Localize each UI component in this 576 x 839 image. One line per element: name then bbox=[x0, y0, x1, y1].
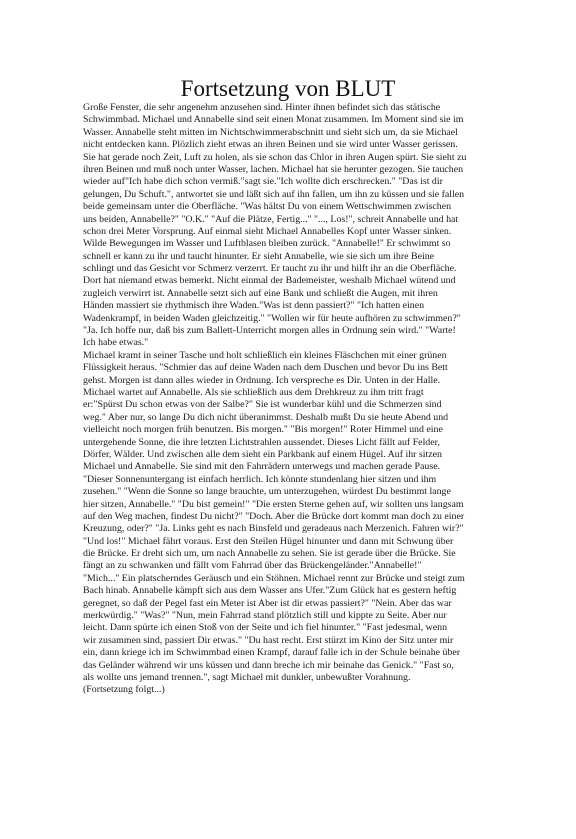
text-line: untergehende Sonne, die ihre letzten Lichtstrahlen aussendet. Dieses Licht fällt auf Felder, bbox=[83, 436, 440, 448]
text-line: Michael wartet auf Annabelle. Als sie schließlich aus dem Drehkreuz zu ihm tritt fragt bbox=[83, 386, 424, 398]
text-line: beide gemeinsam unter die Oberfläche. "Was hältst Du von einem Wettschwimmen zwischen bbox=[83, 201, 452, 213]
text-line: leicht. Dann spürte ich einen Stoß von der Seite und ich fiel hinunter." "Fast jedesmal, wenn bbox=[83, 622, 448, 634]
text-line: Michael und Annabelle. Sie sind mit den Fahrrädern unterwegs und machen gerade Pause. bbox=[83, 461, 441, 473]
text-line: Flüssigkeit heraus. "Schmier das auf deine Waden nach dem Duschen und bevor Du ins Bett bbox=[83, 362, 448, 374]
text-line: Wilde Bewegungen im Wasser und Luftblasen bleiben zurück. "Annabelle!" Er schwimmt so bbox=[83, 238, 451, 250]
text-line: (Fortsetzung folgt...) bbox=[83, 684, 165, 696]
text-line: das Geländer während wir uns küssen und dann breche ich mir beinahe das Genick." "Fast so, bbox=[83, 659, 454, 671]
text-line: ihren Beinen und muß noch unter Wasser, lachen. Michael hat sie herunter gezogen. Sie tauchen bbox=[83, 163, 464, 175]
text-line: Dort hat niemand etwas bemerkt. Nicht einmal der Bademeister, weshalb Michael wütend und bbox=[83, 275, 456, 287]
text-line: gehst. Morgen ist dann alles wieder in Ordnung. Ich verspreche es Dir. Unten in der Halle. bbox=[83, 374, 441, 386]
text-line: "Dieser Sonnenuntergang ist einfach herrlich. Ich könnte stundenlang hier sitzen und ihm bbox=[83, 473, 437, 485]
text-line: schnell er kann zu ihr und taucht hinunter. Er sieht Annabelle, wie sie sich um ihre Beine bbox=[83, 250, 435, 262]
text-line: nicht entdecken kann. Plözlich zieht etwas an ihren Beinen und sie wird unter Wasser gerissen. bbox=[83, 139, 458, 151]
text-line: weg." Aber nur, so lange Du dich nicht überanimmst. Deshalb mußt Du sie heute Abend und bbox=[83, 411, 449, 423]
text-line: schon drei Meter Vorsprung. Auf einmal sieht Michael Annabelles Kopf unter Wasser sinken. bbox=[83, 225, 452, 237]
text-line: als wollte uns jemand trennen.", sagt Michael mit dunkler, unbewußter Vorahnung. bbox=[83, 671, 411, 683]
text-line: Große Fenster, die sehr angenehm anzusehen sind. Hinter ihnen befindet sich das stätische bbox=[83, 102, 441, 113]
text-line: Michael kramt in seiner Tasche und holt schließlich ein kleines Fläschchen mit einer grünen bbox=[83, 349, 447, 361]
text-line: Kreuzung, oder?" "Ja. Links geht es nach Binsfeld und geradeaus nach Merzenich. Fahren wir?" bbox=[83, 523, 464, 535]
text-line: merkwürdig." "Was?" "Nun, mein Fahrrad stand plötzlich still und kippte zu Seite. Aber nur bbox=[83, 610, 447, 622]
text-line: fängt an zu schwanken und fällt vom Fahrrad über das Brückengeländer."Annabelle!" bbox=[83, 560, 422, 572]
text-line: er:"Spürst Du schon etwas von der Salbe?" Sie ist wunderbar kühl und die Schmerzen sind bbox=[83, 399, 442, 411]
text-line: hier sitzen, Annabelle." "Du bist gemein!" "Die ersten Sterne gehen auf, wir sollten uns langsam bbox=[83, 498, 464, 510]
text-line: Wadenkrampf, in beiden Waden gleichzeitig." "Wollen wir für heute aufhören zu schwimmen?" bbox=[83, 312, 461, 324]
document-title: Fortsetzung von BLUT bbox=[180, 76, 396, 101]
text-line: vielleicht noch morgen früh benutzen. Bis morgen." "Bis morgen!" Roter Himmel und eine bbox=[83, 424, 443, 436]
text-line: schlingt und das Gesicht vor Schmerz verzerrt. Er taucht zu ihr und hilft ihr an die Oberfläche. bbox=[83, 263, 457, 275]
text-line: "Ja. Ich hoffe nur, daß bis zum Ballett-Unterricht morgen alles in Ordnung sein wird." "Warte! bbox=[83, 325, 456, 337]
text-line: Bach hinab. Annabelle kämpft sich aus dem Wasser ans Ufer."Zum Glück hat es gestern heftig bbox=[83, 585, 457, 597]
text-line: ein, dann kriege ich im Schwimmbad einen Krampf, darauf falle ich in der Schule beinahe über bbox=[83, 647, 461, 659]
text-line: auf den Weg machen, findest Du nicht?" "Doch. Aber die Brücke dort kommt man doch zu einer bbox=[83, 510, 465, 522]
text-line: zugleich verwirrt ist. Annabelle setzt sich auf eine Bank und schließt die Augen, mit ihren bbox=[83, 287, 438, 299]
document-body bbox=[83, 102, 567, 697]
text-line: zusehen." "Wenn die Sonne so lange brauchte, um unterzugehen, würdest Du bestimmt lange bbox=[83, 486, 451, 498]
text-line: die Brücke. Er dreht sich um, um nach Annabelle zu sehen. Sie ist gerade über die Brücke. Sie bbox=[83, 548, 456, 560]
text-line: wir zusammen sind, passiert Dir etwas." "Du hast recht. Erst stürzt im Kino der Sitz unter mir bbox=[83, 634, 454, 646]
text-line: Wasser. Annabelle steht mitten im Nichtschwimmerabschnitt und sieht sich um, da sie Michael bbox=[83, 126, 458, 138]
text-line: "Mich..." Ein platscherndes Geräusch und ein Stöhnen. Michael rennt zur Brücke und steigt zum bbox=[83, 572, 465, 584]
text-line: Sie hat gerade noch Zeit, Luft zu holen, als sie schon das Chlor in ihren Augen spürt. Sie sieht zu bbox=[83, 151, 467, 163]
text-line: Schwimmbad. Michael und Annabelle sind seit einen Monat zusammen. Im Moment sind sie im bbox=[83, 114, 464, 126]
text-line: geregnet, so daß der Pegel fast ein Meter ist Aber ist dir etwas passiert?" "Nein. Aber das war bbox=[83, 597, 452, 609]
text-line: "Und los!" Michael fährt voraus. Erst den Steilen Hügel hinunter und dann mit Schwung über bbox=[83, 535, 454, 547]
text-line: gelungen, Du Schuft.", antwortet sie und läßt sich auf ihn fallen, um ihn zu küssen und sie fallen bbox=[83, 188, 465, 200]
text-line: Ich habe etwas." bbox=[83, 337, 149, 349]
text-line: wieder auf"Ich habe dich schon vermiß."sagt sie."Ich wollte dich erschrecken." "Das ist dir bbox=[83, 176, 443, 188]
text-line: Dörfer, Wälder. Und zwischen alle dem sieht ein Parkbank auf einem Hügel. Auf ihr sitzen bbox=[83, 448, 442, 460]
text-line: uns beiden, Annabelle?" "O.K." "Auf die Plätze, Fertig..." "..., Los!", schreit Annabelle und hat bbox=[83, 213, 459, 225]
text-line: Händen massiert sie rhythmisch ihre Waden."Was ist denn passiert?" "Ich hatten einen bbox=[83, 300, 425, 312]
